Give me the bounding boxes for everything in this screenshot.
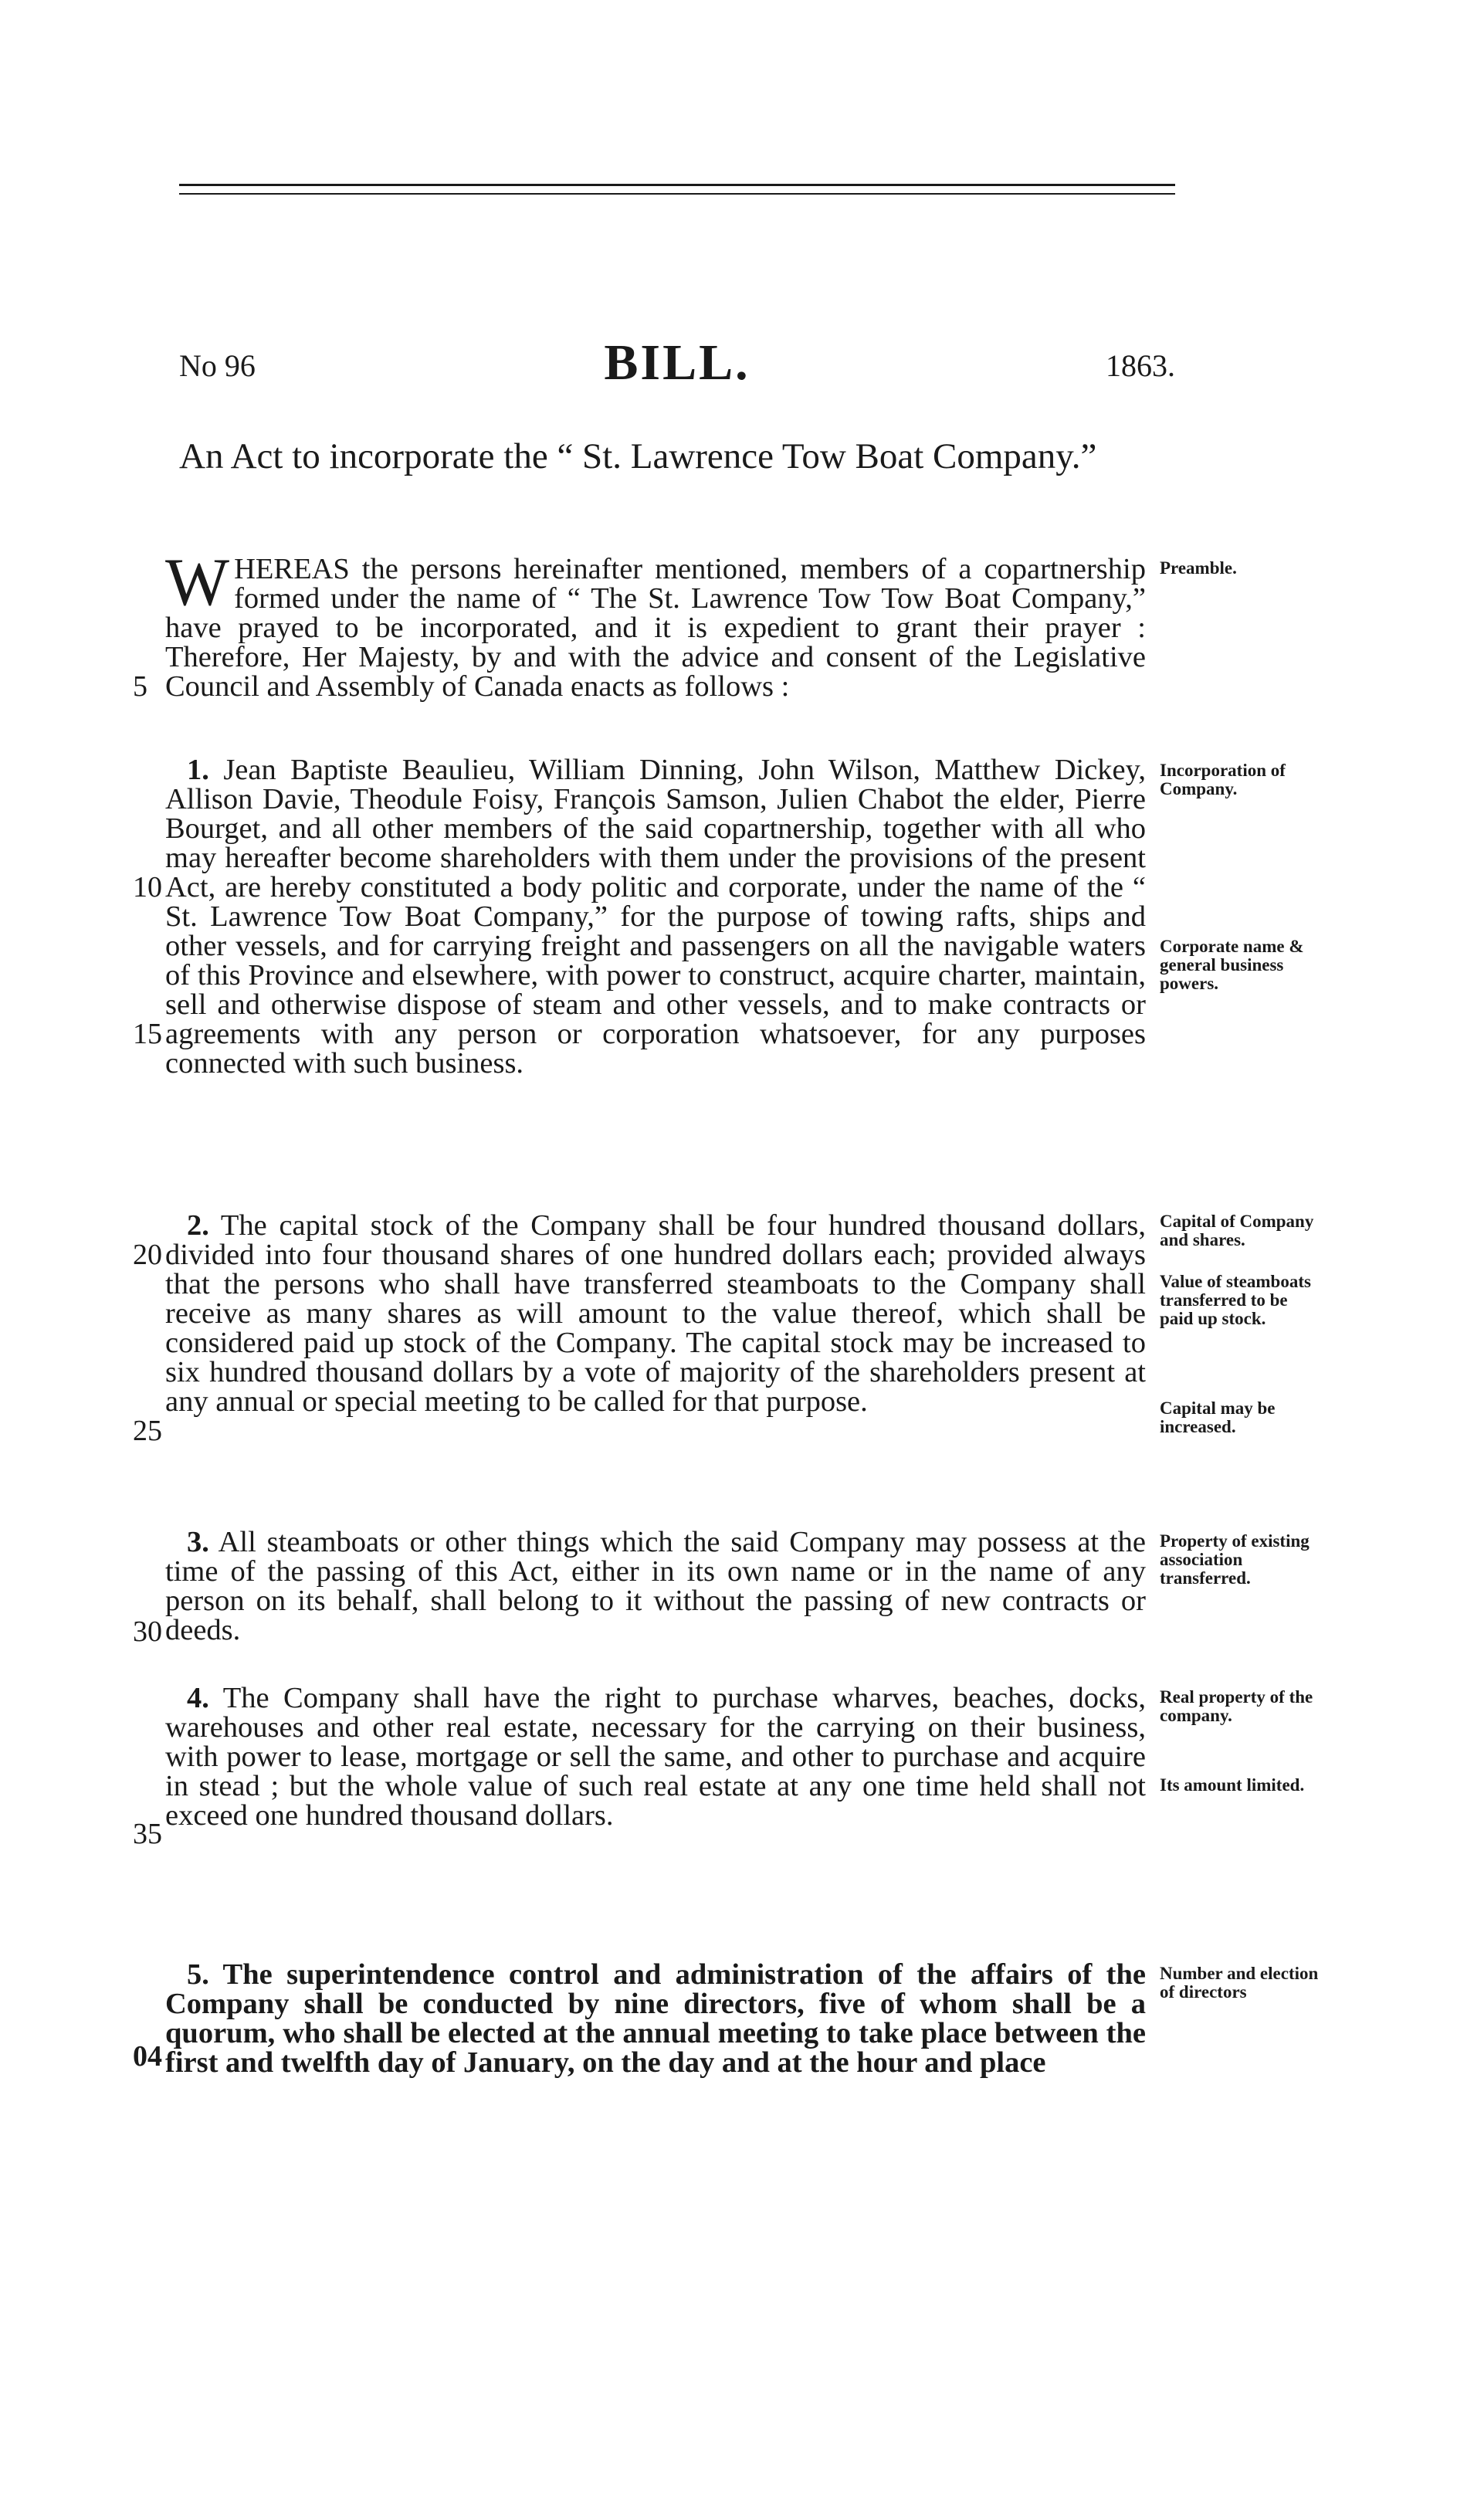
section-number: 2. [187,1209,209,1242]
margin-note-corporate-name: Corporate name & general business powers. [1160,937,1304,993]
section-text: Jean Baptiste Beaulieu, William Dinning, John Wilson, Matthew Dickey, Allison Davie, Theodule Foisy, François Samson, Julien Chabot the elder, Pierre Bourget, and all other members of the said copartnership, together with all who may hereafter become shareholders with them under the provisions of the present Act, are hereby constituted a body politic and corporate, under the name of the “ St. Lawrence Tow Boat Company,” for the purpose of towing rafts, ships and other vessels, and for carrying freight and passengers on all the navigable waters of this Province and elsewhere, with power to construct, acquire charter, maintain, sell and otherwise dispose of steam and other vessels, and to make contracts or agreements with any person or corporation whatsoever, for any purposes connected with such business. [165,754,1146,1080]
section-text: The superintendence control and administration of the affairs of the Company shall be conducted by nine directors, five of whom shall be a quorum, who shall be elected at the annual meeting to take place between the first and twelfth day of January, on the day and at the hour and place [165,1958,1146,2079]
bill-year: 1863. [1106,348,1175,383]
margin-note-amount-limited: Its amount limited. [1160,1775,1305,1795]
top-rule-thin [179,193,1175,195]
bill-header [179,334,1175,403]
margin-note-preamble: Preamble. [1160,558,1237,578]
margin-note-incorporation: Incorporation of Company. [1160,761,1286,798]
margin-note-capital: Capital of Company and shares. [1160,1212,1314,1249]
section-5 [165,1960,1146,2077]
drop-cap: W [165,545,230,620]
line-number: 5 [133,670,147,703]
section-text: The Company shall have the right to purchase wharves, beaches, docks, warehouses and other real estate, necessary for the carrying on their business, with power to lease, mortgage or sell the same, and other to purchase and acquire in stead ; but the whole value of such real estate at any one time held shall not exceed one hundred thousand dollars. [165,1682,1146,1832]
line-number: 10 [133,871,162,903]
section-text: The capital stock of the Company shall be four hundred thousand dollars, divided into four thousand shares of one hundred dollars each; provided always that the persons who shall have transferred steamboats to the Company shall receive as many shares as will amount to the value thereof, which shall be considered paid up stock of the Company. The capital stock may be increased to six hundred thousand dollars by a vote of majority of the shareholders present at any annual or special meeting to be called for that purpose. [165,1209,1146,1418]
section-number: 3. [187,1526,209,1558]
section-text: All steamboats or other things which the said Company may possess at the time of the passing of this Act, either in its own name or in the name of any person on its behalf, shall belong to it without the passing of new contracts or deeds. [165,1526,1146,1646]
preamble-paragraph [165,545,1146,703]
line-number: 35 [133,1818,162,1850]
preamble-text: HEREAS the persons hereinafter mentioned, members of a copartnership formed under the name of “ The St. Lawrence Tow Tow Boat Company,” have prayed to be incorporated, and it is expedient to grant their prayer : Therefore, Her Majesty, by and with the advice and consent of the Legislative Council and Assembly of Canada enacts as follows : [165,553,1146,703]
section-2 [165,1211,1146,1416]
margin-note-property: Property of existing association transferred. [1160,1531,1310,1588]
line-number: 04 [133,2040,162,2073]
line-number: 15 [133,1018,162,1050]
bill-title: BILL. [604,334,750,391]
margin-note-real-property: Real property of the company. [1160,1687,1313,1725]
margin-note-capital-increase: Capital may be increased. [1160,1398,1276,1436]
section-number: 5. [187,1958,209,1991]
top-rule [179,184,1175,186]
section-number: 1. [187,754,209,786]
line-number: 25 [133,1415,162,1447]
line-number: 20 [133,1239,162,1271]
section-4 [165,1683,1146,1830]
line-number: 30 [133,1615,162,1648]
section-1 [165,755,1146,1078]
section-number: 4. [187,1682,209,1714]
margin-note-value-steamboats: Value of steamboats transferred to be paid up stock. [1160,1272,1311,1328]
margin-note-directors: Number and election of directors [1160,1964,1319,2002]
section-3 [165,1527,1146,1645]
act-title: An Act to incorporate the “ St. Lawrence Tow Boat Company.” [179,436,1097,476]
bill-number: No 96 [179,348,256,383]
